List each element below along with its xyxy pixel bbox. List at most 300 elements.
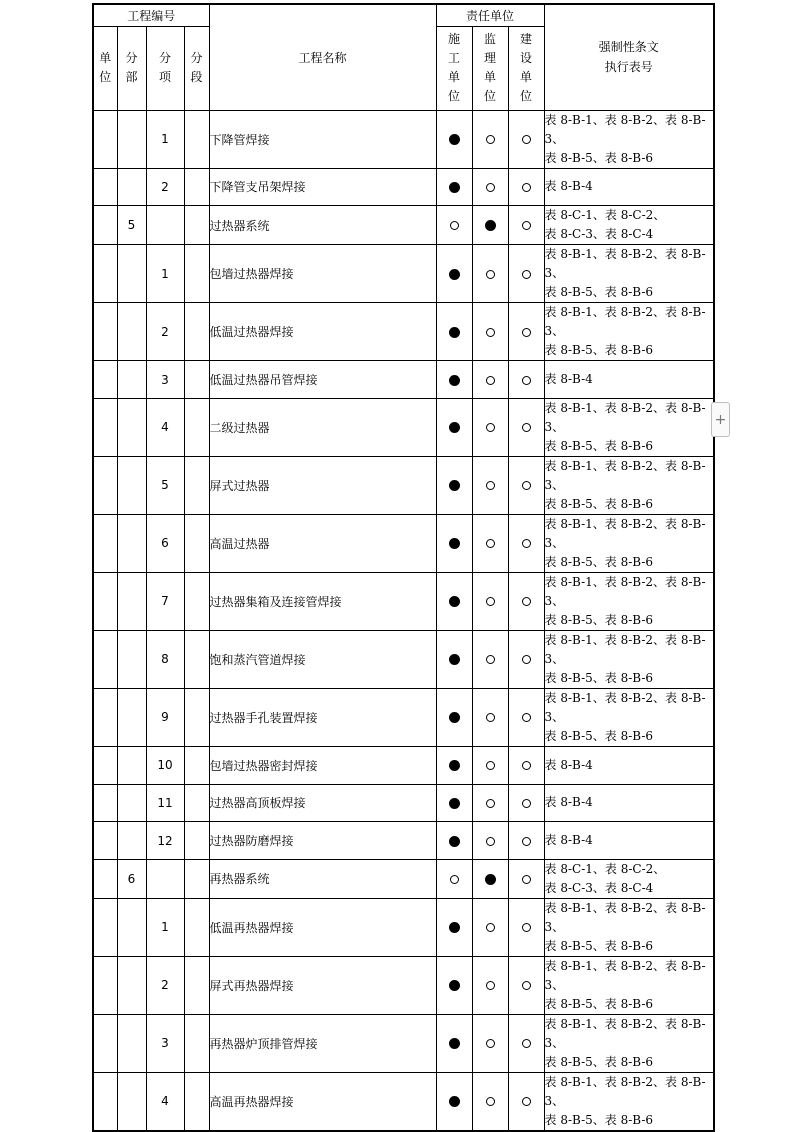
owner-cell xyxy=(508,398,544,456)
unit-cell xyxy=(93,746,117,784)
owner-cell xyxy=(508,514,544,572)
section-cell xyxy=(184,898,209,956)
unit-cell xyxy=(93,1072,117,1131)
owner-cell xyxy=(508,245,544,303)
project-name-cell: 包墙过热器密封焊接 xyxy=(209,746,436,784)
standard-cell xyxy=(544,1014,714,1072)
item-cell: 2 xyxy=(146,168,184,206)
standard-line2: 表 8-B-5、表 8-B-6 xyxy=(544,612,654,627)
standard-line1: 表 8-B-1、表 8-B-2、表 8-B-3、 xyxy=(544,1074,706,1108)
supervision-cell xyxy=(472,303,508,361)
supervision-cell xyxy=(472,822,508,860)
table-row xyxy=(93,746,714,784)
standard-cell xyxy=(544,168,714,206)
header-char: 工 xyxy=(448,51,461,65)
header-char: 分 xyxy=(158,51,171,65)
owner-cell xyxy=(508,688,544,746)
item-cell: 9 xyxy=(146,688,184,746)
supervision-cell xyxy=(472,245,508,303)
part-cell xyxy=(117,168,146,206)
unit-cell xyxy=(93,1014,117,1072)
standard-line1: 表 8-B-1、表 8-B-2、表 8-B-3、 xyxy=(544,690,706,724)
unit-cell xyxy=(93,859,117,898)
part-cell xyxy=(117,1072,146,1131)
header-char: 施 xyxy=(448,32,461,46)
header-project-name: 工程名称 xyxy=(209,4,436,110)
filled-circle-icon xyxy=(449,596,460,607)
project-name-cell: 包墙过热器焊接 xyxy=(209,245,436,303)
owner-cell xyxy=(508,956,544,1014)
construction-cell xyxy=(436,245,472,303)
owner-cell xyxy=(508,572,544,630)
item-cell: 7 xyxy=(146,572,184,630)
section-cell xyxy=(184,822,209,860)
part-cell xyxy=(117,110,146,168)
header-owner xyxy=(508,26,544,110)
standard-cell xyxy=(544,361,714,399)
section-cell xyxy=(184,168,209,206)
standard-cell xyxy=(544,859,714,898)
construction-cell xyxy=(436,361,472,399)
filled-circle-icon xyxy=(449,422,460,433)
standard-cell xyxy=(544,206,714,245)
section-cell xyxy=(184,361,209,399)
owner-cell xyxy=(508,456,544,514)
standard-line2: 表 8-B-5、表 8-B-6 xyxy=(544,496,654,511)
item-cell: 6 xyxy=(146,514,184,572)
filled-circle-icon xyxy=(449,798,460,809)
item-cell: 2 xyxy=(146,303,184,361)
header-unit xyxy=(93,26,117,110)
item-cell: 1 xyxy=(146,898,184,956)
filled-circle-icon xyxy=(449,182,460,193)
open-circle-icon xyxy=(486,761,495,770)
standard-cell xyxy=(544,746,714,784)
part-cell: 5 xyxy=(117,206,146,245)
owner-cell xyxy=(508,303,544,361)
part-cell: 6 xyxy=(117,859,146,898)
standard-cell xyxy=(544,630,714,688)
section-cell xyxy=(184,110,209,168)
header-char: 位 xyxy=(484,89,497,103)
part-cell xyxy=(117,898,146,956)
owner-cell xyxy=(508,1014,544,1072)
standard-line1: 表 8-B-1、表 8-B-2、表 8-B-3、 xyxy=(544,958,706,992)
header-standard xyxy=(544,4,714,110)
standard-line1: 表 8-B-4 xyxy=(544,795,593,810)
open-circle-icon xyxy=(450,221,459,230)
supervision-cell xyxy=(472,110,508,168)
supervision-cell xyxy=(472,1014,508,1072)
unit-cell xyxy=(93,168,117,206)
standard-line2: 表 8-C-3、表 8-C-4 xyxy=(544,227,654,242)
construction-cell xyxy=(436,572,472,630)
table-row xyxy=(93,630,714,688)
unit-cell xyxy=(93,245,117,303)
unit-cell xyxy=(93,361,117,399)
project-name-cell: 下降管支吊架焊接 xyxy=(209,168,436,206)
project-name-cell: 过热器高顶板焊接 xyxy=(209,784,436,822)
open-circle-icon xyxy=(522,597,531,606)
filled-circle-icon xyxy=(449,922,460,933)
table-row xyxy=(93,956,714,1014)
header-responsible: 责任单位 xyxy=(436,4,544,26)
section-cell xyxy=(184,688,209,746)
open-circle-icon xyxy=(486,597,495,606)
filled-circle-icon xyxy=(449,269,460,280)
open-circle-icon xyxy=(486,328,495,337)
construction-cell xyxy=(436,746,472,784)
supervision-cell xyxy=(472,456,508,514)
section-cell xyxy=(184,956,209,1014)
filled-circle-icon xyxy=(449,980,460,991)
standard-cell xyxy=(544,398,714,456)
standard-line2: 表 8-B-5、表 8-B-6 xyxy=(544,1054,654,1069)
section-cell xyxy=(184,206,209,245)
open-circle-icon xyxy=(486,376,495,385)
table-row xyxy=(93,688,714,746)
part-cell xyxy=(117,303,146,361)
item-cell: 10 xyxy=(146,746,184,784)
open-circle-icon xyxy=(522,923,531,932)
header-char: 段 xyxy=(190,70,203,84)
part-cell xyxy=(117,245,146,303)
open-circle-icon xyxy=(522,1039,531,1048)
standard-line1: 表 8-C-1、表 8-C-2、 xyxy=(544,208,666,223)
construction-cell xyxy=(436,859,472,898)
open-circle-icon xyxy=(522,270,531,279)
standard-line1: 表 8-C-1、表 8-C-2、 xyxy=(544,861,666,876)
open-circle-icon xyxy=(522,981,531,990)
standard-line1: 表 8-B-4 xyxy=(544,757,593,772)
open-circle-icon xyxy=(486,655,495,664)
supervision-cell xyxy=(472,784,508,822)
construction-cell xyxy=(436,784,472,822)
table-row xyxy=(93,859,714,898)
standard-cell xyxy=(544,514,714,572)
table-row xyxy=(93,398,714,456)
project-name-cell: 过热器集箱及连接管焊接 xyxy=(209,572,436,630)
part-cell xyxy=(117,456,146,514)
open-circle-icon xyxy=(486,1039,495,1048)
header-char: 单 xyxy=(99,51,112,65)
header-supervision xyxy=(472,26,508,110)
table-row xyxy=(93,784,714,822)
header-char: 位 xyxy=(99,70,112,84)
supervision-cell xyxy=(472,630,508,688)
filled-circle-icon xyxy=(449,1096,460,1107)
standard-line2: 表 8-B-5、表 8-B-6 xyxy=(544,554,654,569)
unit-cell xyxy=(93,898,117,956)
supervision-cell xyxy=(472,746,508,784)
standard-cell xyxy=(544,898,714,956)
filled-circle-icon xyxy=(449,375,460,386)
unit-cell xyxy=(93,456,117,514)
open-circle-icon xyxy=(522,376,531,385)
project-name-cell: 高温再热器焊接 xyxy=(209,1072,436,1131)
standard-line2: 表 8-B-5、表 8-B-6 xyxy=(544,343,654,358)
item-cell: 2 xyxy=(146,956,184,1014)
open-circle-icon xyxy=(486,539,495,548)
project-name-cell: 过热器系统 xyxy=(209,206,436,245)
standard-cell xyxy=(544,456,714,514)
header-char: 单 xyxy=(520,70,533,84)
section-cell xyxy=(184,1014,209,1072)
standard-line1: 表 8-B-4 xyxy=(544,372,593,387)
open-circle-icon xyxy=(486,837,495,846)
part-cell xyxy=(117,784,146,822)
standard-line2: 表 8-B-5、表 8-B-6 xyxy=(544,1112,654,1127)
open-circle-icon xyxy=(522,799,531,808)
header-construction-text xyxy=(437,30,472,106)
project-name-cell: 过热器防磨焊接 xyxy=(209,822,436,860)
open-circle-icon xyxy=(522,655,531,664)
section-cell xyxy=(184,1072,209,1131)
header-item-text xyxy=(147,49,184,87)
table-row xyxy=(93,168,714,206)
open-circle-icon xyxy=(522,539,531,548)
filled-circle-icon xyxy=(449,760,460,771)
project-name-cell: 再热器系统 xyxy=(209,859,436,898)
standard-cell xyxy=(544,572,714,630)
header-char: 单 xyxy=(484,70,497,84)
supervision-cell xyxy=(472,1072,508,1131)
supervision-cell xyxy=(472,898,508,956)
standard-line2: 表 8-B-5、表 8-B-6 xyxy=(544,150,654,165)
filled-circle-icon xyxy=(449,480,460,491)
table-row xyxy=(93,361,714,399)
unit-cell xyxy=(93,206,117,245)
standard-cell xyxy=(544,956,714,1014)
open-circle-icon xyxy=(522,183,531,192)
supervision-cell xyxy=(472,514,508,572)
item-cell: 12 xyxy=(146,822,184,860)
expand-button[interactable] xyxy=(711,402,730,437)
open-circle-icon xyxy=(486,981,495,990)
header-section xyxy=(184,26,209,110)
open-circle-icon xyxy=(522,423,531,432)
item-cell: 4 xyxy=(146,1072,184,1131)
standard-cell xyxy=(544,688,714,746)
construction-cell xyxy=(436,1072,472,1131)
part-cell xyxy=(117,956,146,1014)
table-row xyxy=(93,456,714,514)
filled-circle-icon xyxy=(449,538,460,549)
header-part xyxy=(117,26,146,110)
construction-cell xyxy=(436,514,472,572)
header-part-text xyxy=(118,49,146,87)
owner-cell xyxy=(508,746,544,784)
open-circle-icon xyxy=(486,481,495,490)
project-name-cell: 低温过热器焊接 xyxy=(209,303,436,361)
standard-line2: 表 8-B-5、表 8-B-6 xyxy=(544,285,654,300)
table-row xyxy=(93,1014,714,1072)
section-cell xyxy=(184,746,209,784)
supervision-cell xyxy=(472,572,508,630)
standard-line1: 表 8-B-1、表 8-B-2、表 8-B-3、 xyxy=(544,400,706,434)
supervision-cell xyxy=(472,859,508,898)
standard-cell xyxy=(544,822,714,860)
part-cell xyxy=(117,746,146,784)
item-cell: 3 xyxy=(146,361,184,399)
table-row xyxy=(93,822,714,860)
open-circle-icon xyxy=(486,135,495,144)
header-char: 位 xyxy=(448,89,461,103)
header-char: 建 xyxy=(520,32,533,46)
standard-line2: 表 8-B-5、表 8-B-6 xyxy=(544,996,654,1011)
construction-cell xyxy=(436,456,472,514)
supervision-cell xyxy=(472,956,508,1014)
owner-cell xyxy=(508,859,544,898)
section-cell xyxy=(184,630,209,688)
open-circle-icon xyxy=(522,481,531,490)
unit-cell xyxy=(93,784,117,822)
section-cell xyxy=(184,398,209,456)
table-row xyxy=(93,514,714,572)
header-standard-line2: 执行表号 xyxy=(604,60,653,75)
part-cell xyxy=(117,572,146,630)
owner-cell xyxy=(508,630,544,688)
section-cell xyxy=(184,784,209,822)
filled-circle-icon xyxy=(449,836,460,847)
header-char: 单 xyxy=(448,70,461,84)
filled-circle-icon xyxy=(449,1038,460,1049)
supervision-cell xyxy=(472,206,508,245)
part-cell xyxy=(117,822,146,860)
part-cell xyxy=(117,361,146,399)
item-cell: 1 xyxy=(146,110,184,168)
section-cell xyxy=(184,245,209,303)
section-cell xyxy=(184,514,209,572)
open-circle-icon xyxy=(486,183,495,192)
header-char: 分 xyxy=(125,51,138,65)
table-row xyxy=(93,303,714,361)
construction-cell xyxy=(436,303,472,361)
part-cell xyxy=(117,688,146,746)
header-item xyxy=(146,26,184,110)
standard-line1: 表 8-B-1、表 8-B-2、表 8-B-3、 xyxy=(544,516,706,550)
unit-cell xyxy=(93,514,117,572)
header-char: 设 xyxy=(520,51,533,65)
owner-cell xyxy=(508,784,544,822)
part-cell xyxy=(117,1014,146,1072)
construction-cell xyxy=(436,398,472,456)
standard-line1: 表 8-B-1、表 8-B-2、表 8-B-3、 xyxy=(544,900,706,934)
open-circle-icon xyxy=(522,135,531,144)
standard-line1: 表 8-B-1、表 8-B-2、表 8-B-3、 xyxy=(544,247,706,281)
owner-cell xyxy=(508,898,544,956)
unit-cell xyxy=(93,630,117,688)
table-row xyxy=(93,206,714,245)
open-circle-icon xyxy=(522,328,531,337)
unit-cell xyxy=(93,398,117,456)
standard-line1: 表 8-B-1、表 8-B-2、表 8-B-3、 xyxy=(544,1016,706,1050)
standard-cell xyxy=(544,784,714,822)
open-circle-icon xyxy=(522,1097,531,1106)
standard-line1: 表 8-B-1、表 8-B-2、表 8-B-3、 xyxy=(544,112,706,146)
filled-circle-icon xyxy=(449,134,460,145)
part-cell xyxy=(117,630,146,688)
open-circle-icon xyxy=(486,270,495,279)
table-body xyxy=(93,110,714,1131)
owner-cell xyxy=(508,361,544,399)
header-char: 项 xyxy=(158,70,171,84)
supervision-cell xyxy=(472,688,508,746)
standard-line1: 表 8-B-1、表 8-B-2、表 8-B-3、 xyxy=(544,574,706,608)
header-char: 部 xyxy=(125,70,138,84)
construction-cell xyxy=(436,688,472,746)
section-cell xyxy=(184,859,209,898)
owner-cell xyxy=(508,822,544,860)
header-section-text xyxy=(185,49,209,87)
section-cell xyxy=(184,303,209,361)
header-char: 理 xyxy=(484,51,497,65)
filled-circle-icon xyxy=(485,874,496,885)
open-circle-icon xyxy=(486,423,495,432)
construction-cell xyxy=(436,1014,472,1072)
table-row xyxy=(93,898,714,956)
open-circle-icon xyxy=(486,923,495,932)
project-name-cell: 饱和蒸汽管道焊接 xyxy=(209,630,436,688)
header-row-top xyxy=(93,4,714,26)
header-char: 监 xyxy=(484,32,497,46)
owner-cell xyxy=(508,1072,544,1131)
project-name-cell: 过热器手孔装置焊接 xyxy=(209,688,436,746)
header-group-number: 工程编号 xyxy=(93,4,209,26)
construction-cell xyxy=(436,822,472,860)
standard-line1: 表 8-B-1、表 8-B-2、表 8-B-3、 xyxy=(544,305,706,339)
item-cell: 1 xyxy=(146,245,184,303)
project-name-cell: 下降管焊接 xyxy=(209,110,436,168)
item-cell: 4 xyxy=(146,398,184,456)
project-name-cell: 屏式再热器焊接 xyxy=(209,956,436,1014)
filled-circle-icon xyxy=(449,654,460,665)
standard-line2: 表 8-C-3、表 8-C-4 xyxy=(544,880,654,895)
standard-line2: 表 8-B-5、表 8-B-6 xyxy=(544,728,654,743)
standard-cell xyxy=(544,303,714,361)
filled-circle-icon xyxy=(449,327,460,338)
item-cell: 5 xyxy=(146,456,184,514)
standard-cell xyxy=(544,1072,714,1131)
standard-line1: 表 8-B-4 xyxy=(544,833,593,848)
unit-cell xyxy=(93,572,117,630)
standard-line1: 表 8-B-1、表 8-B-2、表 8-B-3、 xyxy=(544,458,706,492)
header-owner-text xyxy=(509,30,544,106)
open-circle-icon xyxy=(522,713,531,722)
part-cell xyxy=(117,398,146,456)
standard-cell xyxy=(544,110,714,168)
standard-line2: 表 8-B-5、表 8-B-6 xyxy=(544,670,654,685)
construction-cell xyxy=(436,898,472,956)
section-cell xyxy=(184,456,209,514)
table-row xyxy=(93,1072,714,1131)
item-cell: 11 xyxy=(146,784,184,822)
header-char: 分 xyxy=(190,51,203,65)
construction-cell xyxy=(436,956,472,1014)
plus-icon: + xyxy=(714,411,727,428)
unit-cell xyxy=(93,110,117,168)
construction-cell xyxy=(436,630,472,688)
header-construction xyxy=(436,26,472,110)
table-row xyxy=(93,110,714,168)
project-name-cell: 低温再热器焊接 xyxy=(209,898,436,956)
header-char: 位 xyxy=(520,89,533,103)
open-circle-icon xyxy=(486,1097,495,1106)
project-name-cell: 高温过热器 xyxy=(209,514,436,572)
supervision-cell xyxy=(472,361,508,399)
open-circle-icon xyxy=(522,221,531,230)
item-cell xyxy=(146,859,184,898)
